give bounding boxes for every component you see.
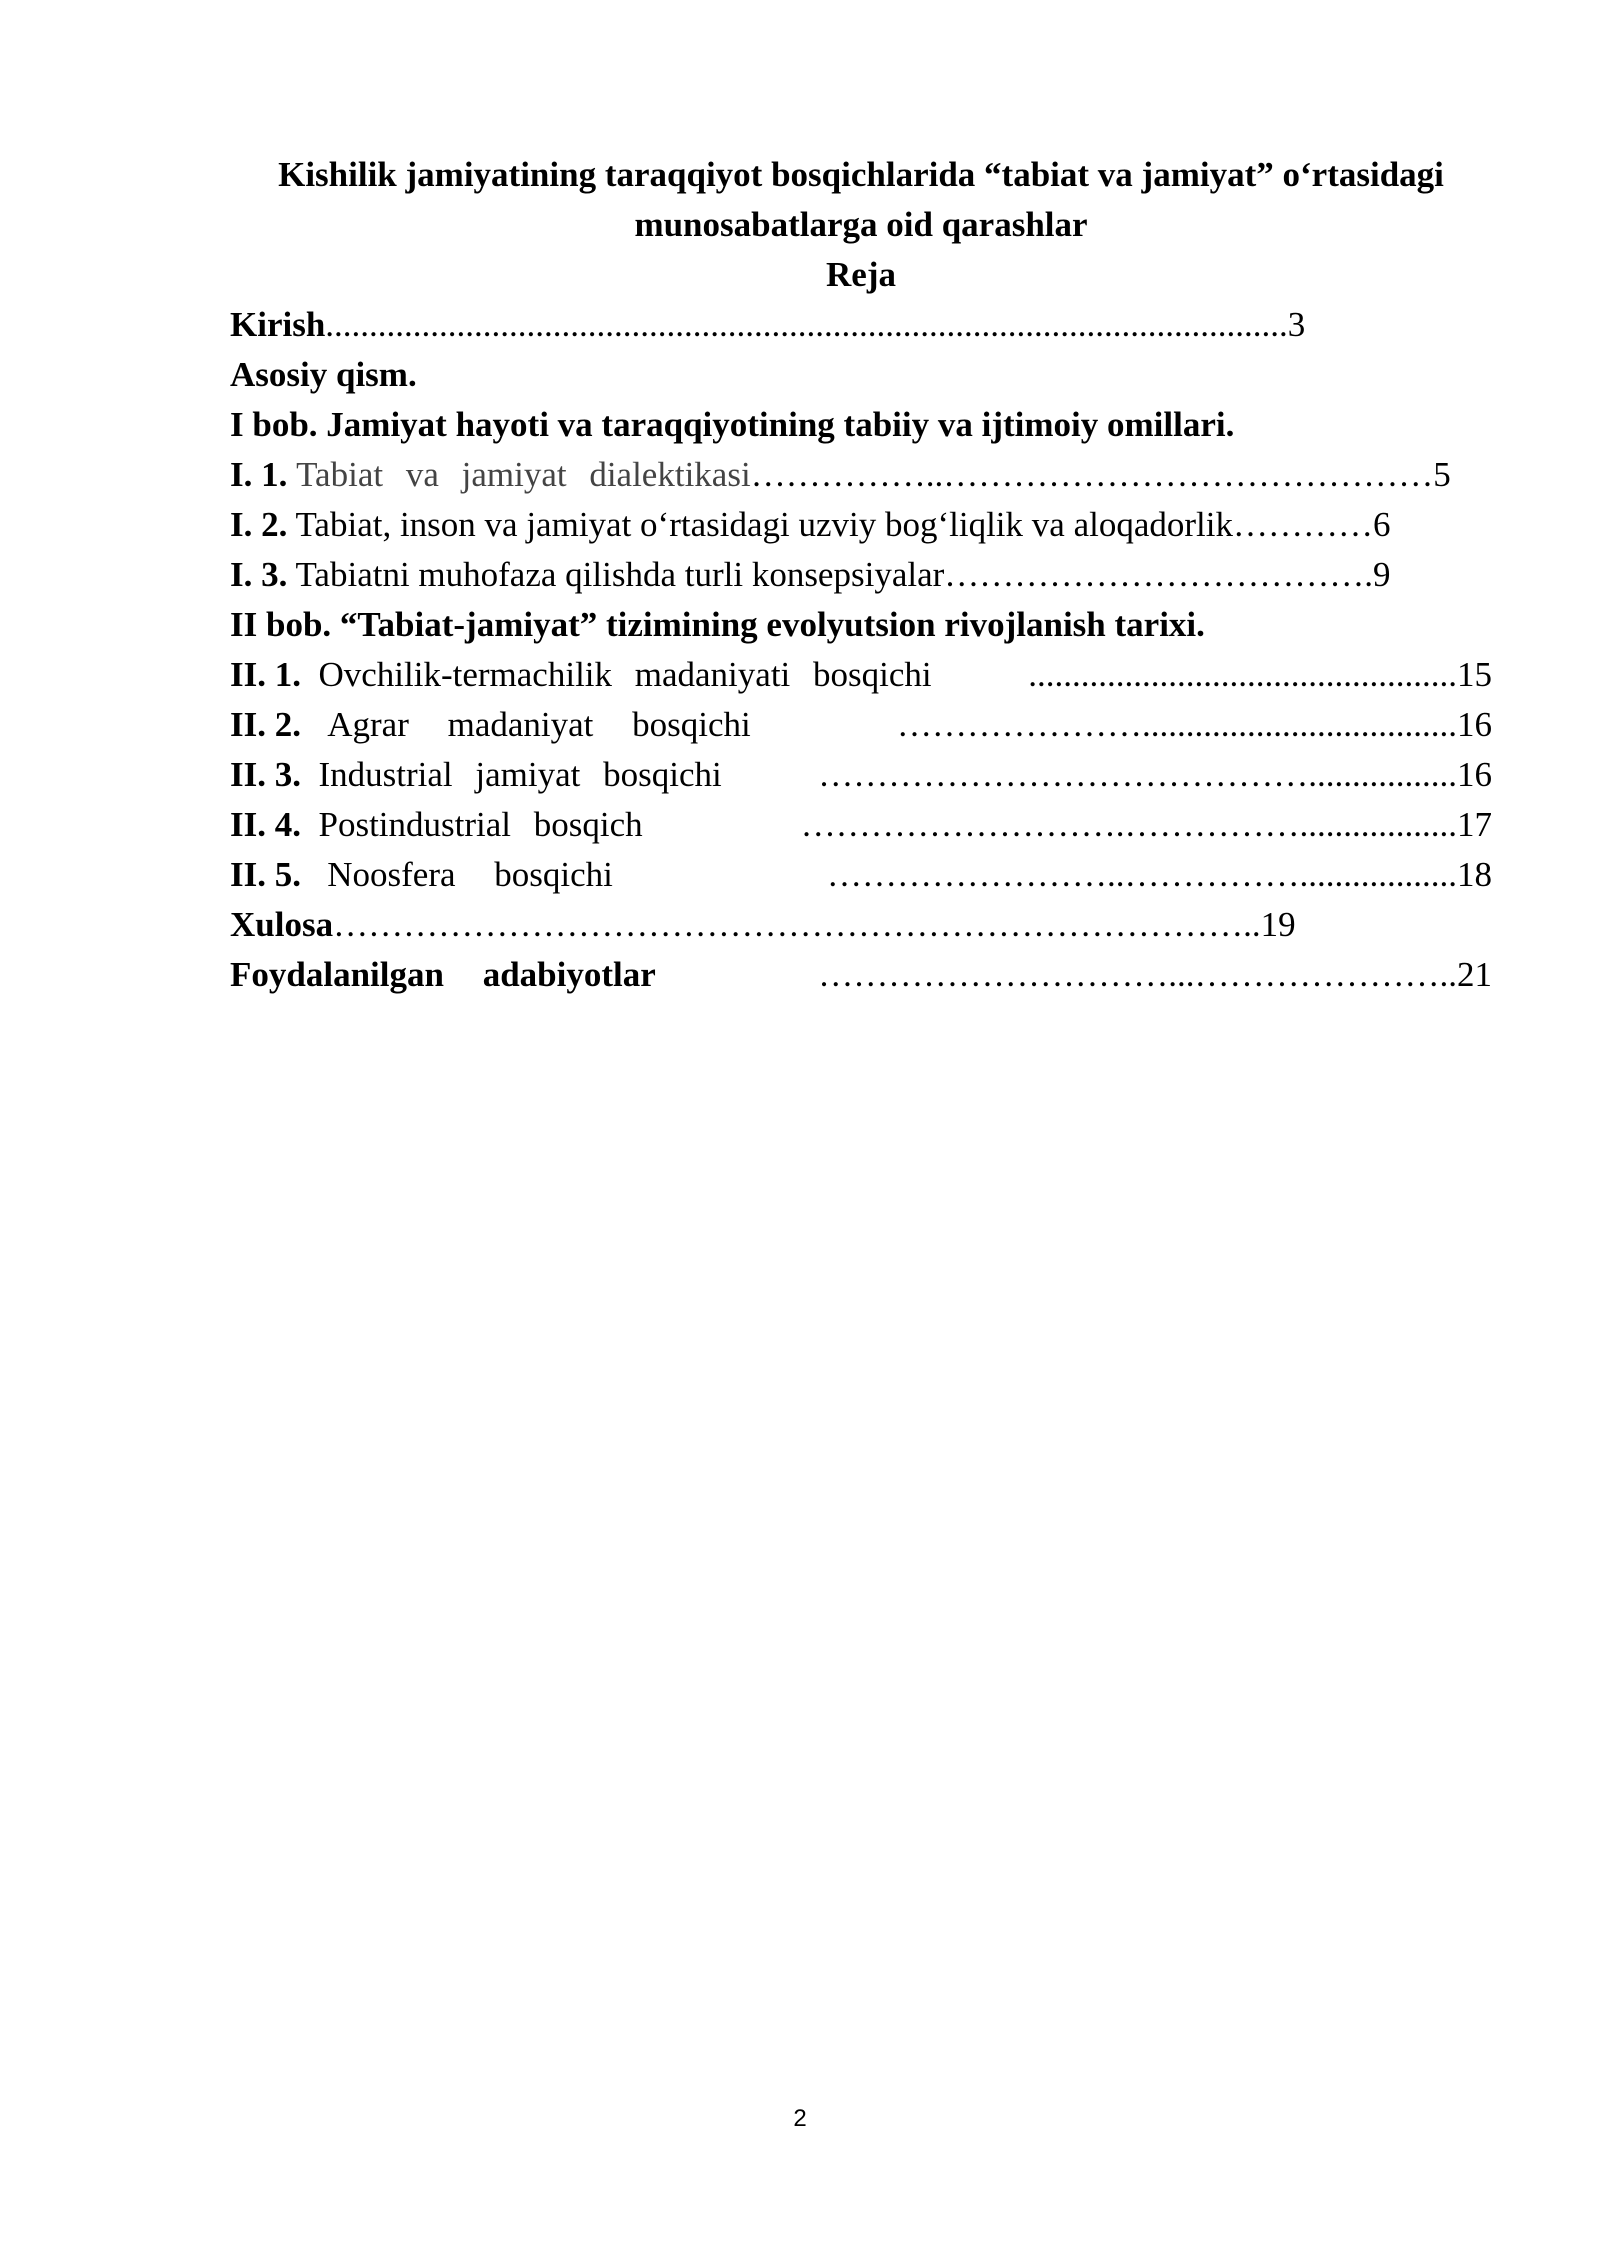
toc-number: II. 3. bbox=[230, 755, 301, 794]
toc-leader: …………………………………………………………………….. bbox=[333, 905, 1261, 944]
toc-entry-xulosa bbox=[230, 900, 1492, 950]
toc-page: 3 bbox=[1287, 305, 1306, 344]
toc-number: I. 2. bbox=[230, 505, 288, 544]
toc-entry-1-2 bbox=[230, 500, 1492, 550]
toc-leader: .............................................................................................................. bbox=[325, 305, 1288, 344]
table-of-contents bbox=[230, 300, 1492, 1000]
toc-number: II. 1. bbox=[230, 655, 301, 694]
toc-label: Kirish bbox=[230, 305, 326, 344]
toc-number: II. 4. bbox=[230, 805, 301, 844]
toc-entry-2-3 bbox=[230, 750, 1492, 800]
toc-text: Tabiatni muhofaza qilishda turli konsepsiyalar bbox=[295, 555, 945, 594]
toc-leader: ……………………………………................. bbox=[818, 755, 1457, 794]
plan-heading: Reja bbox=[826, 255, 896, 294]
toc-leader: …………………………...………………….. bbox=[818, 955, 1457, 994]
toc-entry-2-4 bbox=[230, 800, 1492, 850]
toc-entry-1-1 bbox=[230, 450, 1492, 500]
toc-label: I bob. Jamiyat hayoti va taraqqiyotining tabiiy va ijtimoiy omillari. bbox=[230, 405, 1235, 444]
toc-page: 18 bbox=[1457, 855, 1492, 894]
toc-chapter-2-heading bbox=[230, 600, 1492, 650]
toc-number: II. 2. bbox=[230, 705, 301, 744]
toc-page: 16 bbox=[1457, 705, 1492, 744]
document-page bbox=[230, 150, 1492, 1000]
toc-text: Ovchilik-termachilik madaniyati bosqichi bbox=[318, 655, 932, 694]
toc-number: I. 1. bbox=[230, 455, 288, 494]
toc-leader: ……………………..…………….................. bbox=[827, 855, 1457, 894]
toc-page: 17 bbox=[1457, 805, 1492, 844]
toc-page: 6 bbox=[1372, 505, 1391, 544]
toc-number: I. 3. bbox=[230, 555, 288, 594]
toc-page: 19 bbox=[1260, 905, 1296, 944]
toc-page: 21 bbox=[1457, 955, 1492, 994]
toc-entry-2-2 bbox=[230, 700, 1492, 750]
toc-label: Foydalanilgan adabiyotlar bbox=[230, 955, 656, 994]
toc-text: Industrial jamiyat bosqichi bbox=[318, 755, 722, 794]
toc-leader: ……………..…………………………………… bbox=[750, 455, 1434, 494]
toc-page: 15 bbox=[1457, 655, 1492, 694]
toc-leader: ................................................. bbox=[1028, 655, 1457, 694]
toc-number: II. 5. bbox=[230, 855, 301, 894]
toc-label: Asosiy qism. bbox=[230, 355, 417, 394]
toc-entry-1-3 bbox=[230, 550, 1492, 600]
document-title: Kishilik jamiyatining taraqqiyot bosqichlarida “tabiat va jamiyat” o‘rtasidagi munosabatlarga oid qarashlar bbox=[278, 155, 1444, 244]
toc-text: Tabiat, inson va jamiyat o‘rtasidagi uzviy bog‘liqlik va aloqadorlik bbox=[295, 505, 1233, 544]
toc-leader: ………………………………. bbox=[944, 555, 1374, 594]
toc-entry-2-5 bbox=[230, 850, 1492, 900]
toc-text: Agrar madaniyat bosqichi bbox=[327, 705, 751, 744]
toc-leader: ……………………….…………….................. bbox=[800, 805, 1457, 844]
toc-page: 5 bbox=[1433, 455, 1451, 494]
toc-chapter-1-heading bbox=[230, 400, 1492, 450]
toc-leader: ………………….................................... bbox=[897, 705, 1457, 744]
toc-entry-references bbox=[230, 950, 1492, 1000]
toc-page: 16 bbox=[1457, 755, 1492, 794]
toc-entry-kirish bbox=[230, 300, 1492, 350]
page-number: 2 bbox=[793, 2105, 807, 2132]
toc-label: Xulosa bbox=[230, 905, 334, 944]
toc-entry-asosiy-qism bbox=[230, 350, 1492, 400]
toc-text: Noosfera bosqichi bbox=[327, 855, 613, 894]
toc-label: II bob. “Tabiat-jamiyat” tizimining evolyutsion rivojlanish tarixi. bbox=[230, 605, 1205, 644]
toc-text: Tabiat va jamiyat dialektikasi bbox=[296, 455, 751, 494]
toc-entry-2-1 bbox=[230, 650, 1492, 700]
toc-leader: ………… bbox=[1232, 505, 1373, 544]
toc-page: 9 bbox=[1373, 555, 1391, 594]
toc-text: Postindustrial bosqich bbox=[318, 805, 643, 844]
